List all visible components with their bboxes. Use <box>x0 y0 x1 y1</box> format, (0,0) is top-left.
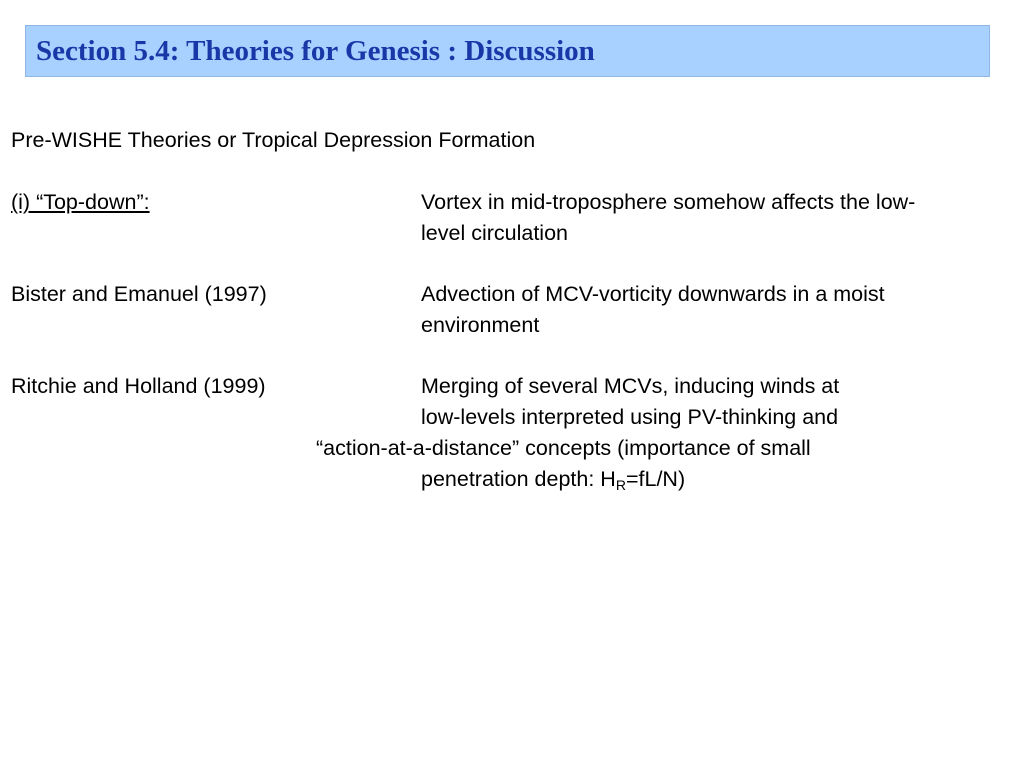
penetration-depth-prefix: penetration depth: H <box>421 467 616 491</box>
bister-emanuel-description-line-1: Advection of MCV-vorticity downwards in a moist <box>421 282 885 306</box>
ritchie-holland-label: Ritchie and Holland (1999) <box>11 374 266 398</box>
top-down-label: (i) “Top-down”: <box>11 190 150 214</box>
ritchie-holland-description-line-4 <box>421 464 685 495</box>
ritchie-holland-description-line-3: “action-at-a-distance” concepts (importance of small <box>316 436 811 460</box>
slide-title: Section 5.4: Theories for Genesis : Discussion <box>36 35 595 67</box>
bister-emanuel-label: Bister and Emanuel (1997) <box>11 282 267 306</box>
bister-emanuel-description-line-2: environment <box>421 313 540 337</box>
penetration-depth-suffix: =fL/N) <box>625 467 686 491</box>
top-down-description-line-2: level circulation <box>421 221 568 245</box>
penetration-depth-subscript: R <box>615 477 626 493</box>
ritchie-holland-description-line-1: Merging of several MCVs, inducing winds at <box>421 374 840 398</box>
ritchie-holland-description-line-2: low-levels interpreted using PV-thinking and <box>421 405 839 429</box>
top-down-description-line-1: Vortex in mid-troposphere somehow affects the low- <box>421 190 916 214</box>
slide-title-bar <box>25 25 990 77</box>
section-heading: Pre-WISHE Theories or Tropical Depression Formation <box>11 128 536 152</box>
